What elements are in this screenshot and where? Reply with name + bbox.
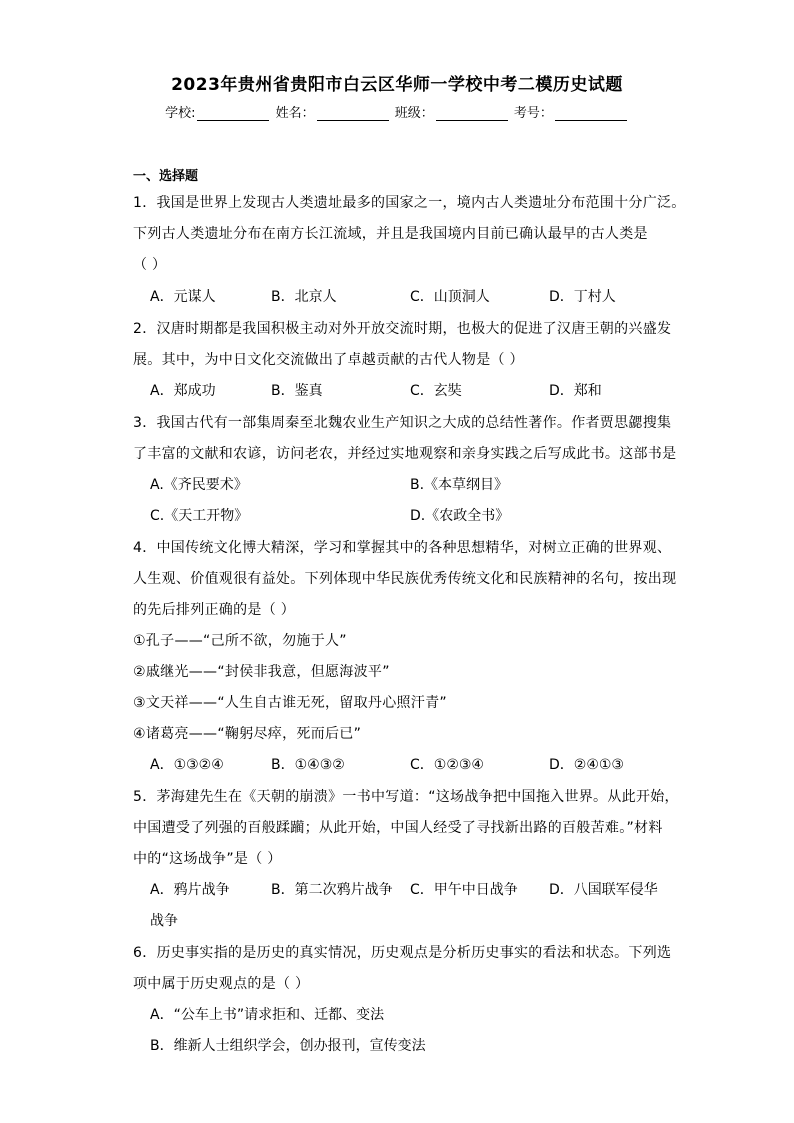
class-label: 班级： [394,106,434,121]
question-4-line-2: 人生观、价值观很有益处。下列体现中华民族优秀传统文化和民族精神的名句，按出现 [133,571,677,587]
school-blank [197,106,269,121]
question-4-item-4: ④诸葛亮——“鞠躬尽瘁，死而后已” [133,726,362,742]
question-5-option-c: C．甲午中日战争 [410,882,518,898]
question-3-line-2: 了丰富的文献和农谚，访问老农，并经过实地观察和亲身实践之后写成此书。这部书是 [133,446,677,462]
class-blank [436,106,508,121]
school-label: 学校: [165,106,196,121]
question-6-line-2: 项中属于历史观点的是（ ） [133,976,310,992]
question-4-line-3: 的先后排列正确的是（ ） [133,602,296,618]
question-3-option-b: B.《本草纲目》 [410,477,509,493]
question-4-option-a: A．①③②④ [150,757,224,773]
question-6-line-1: 6．历史事实指的是历史的真实情况，历史观点是分析历史事实的看法和状态。下列选 [133,945,672,961]
question-1-line-3: （ ） [133,257,167,273]
question-5-line-2: 中国遭受了列强的百般蹂躏；从此开始，中国人经受了寻找新出路的百般苦难。”材料 [133,820,663,836]
name-blank [317,106,389,121]
question-3-option-a: A.《齐民要术》 [150,477,248,493]
question-2-line-1: 2．汉唐时期都是我国积极主动对外开放交流时期，也极大的促进了汉唐王朝的兴盛发 [133,321,672,337]
question-1-line-1: 1．我国是世界上发现古人类遗址最多的国家之一，境内古人类遗址分布范围十分广泛。 [133,195,686,211]
question-4-item-1: ①孔子——“己所不欲，勿施于人” [133,633,347,649]
name-label: 姓名： [275,106,315,121]
question-4-option-c: C．①②③④ [410,757,484,773]
question-5-option-d: D．八国联军侵华 [549,882,658,898]
question-6-option-b: B．维新人士组织学会，创办报刊，宣传变法 [150,1038,426,1054]
question-2-option-c: C．玄奘 [410,383,462,399]
question-5-line-1: 5．茅海建先生在《天朝的崩溃》一书中写道：“这场战争把中国拖入世界。从此开始， [133,789,679,805]
student-info-line [0,102,794,121]
question-1-option-d: D．丁村人 [549,289,616,305]
question-5-option-a: A．鸦片战争 [150,882,230,898]
question-1-option-b: B．北京人 [271,289,337,305]
question-2-option-d: D．郑和 [549,383,602,399]
question-3-option-d: D.《农政全书》 [410,508,510,524]
exam-no-label: 考号： [513,106,553,121]
question-1-option-c: C．山顶洞人 [410,289,490,305]
question-4-option-b: B．①④③② [271,757,345,773]
question-2-option-b: B．鉴真 [271,383,323,399]
question-1-line-2: 下列古人类遗址分布在南方长江流域，并且是我国境内目前已确认最早的古人类是 [133,226,648,242]
question-5-line-3: 中的“这场战争”是（ ） [133,851,282,867]
question-3-option-c: C.《天工开物》 [150,508,249,524]
question-5-option-d-wrap: 战争 [150,913,178,929]
exam-title: 2023年贵州省贵阳市白云区华师一学校中考二模历史试题 [171,75,623,95]
question-4-item-3: ③文天祥——“人生自古谁无死，留取丹心照汗青” [133,695,447,711]
question-2-line-2: 展。其中，为中日文化交流做出了卓越贡献的古代人物是（ ） [133,352,524,368]
question-4-line-1: 4．中国传统文化博大精深，学习和掌握其中的各种思想精华，对树立正确的世界观、 [133,540,672,556]
question-1-option-a: A．元谋人 [150,289,216,305]
question-4-item-2: ②戚继光——“封侯非我意，但愿海波平” [133,664,390,680]
question-2-option-a: A．郑成功 [150,383,216,399]
question-4-option-d: D．②④①③ [549,757,624,773]
question-6-option-a: A．“公车上书”请求拒和、迁都、变法 [150,1007,385,1023]
section-title: 一、选择题 [133,169,199,184]
question-3-line-1: 3．我国古代有一部集周秦至北魏农业生产知识之大成的总结性著作。作者贾思勰搜集 [133,415,672,431]
exam-no-blank [555,106,627,121]
question-5-option-b: B．第二次鸦片战争 [271,882,393,898]
